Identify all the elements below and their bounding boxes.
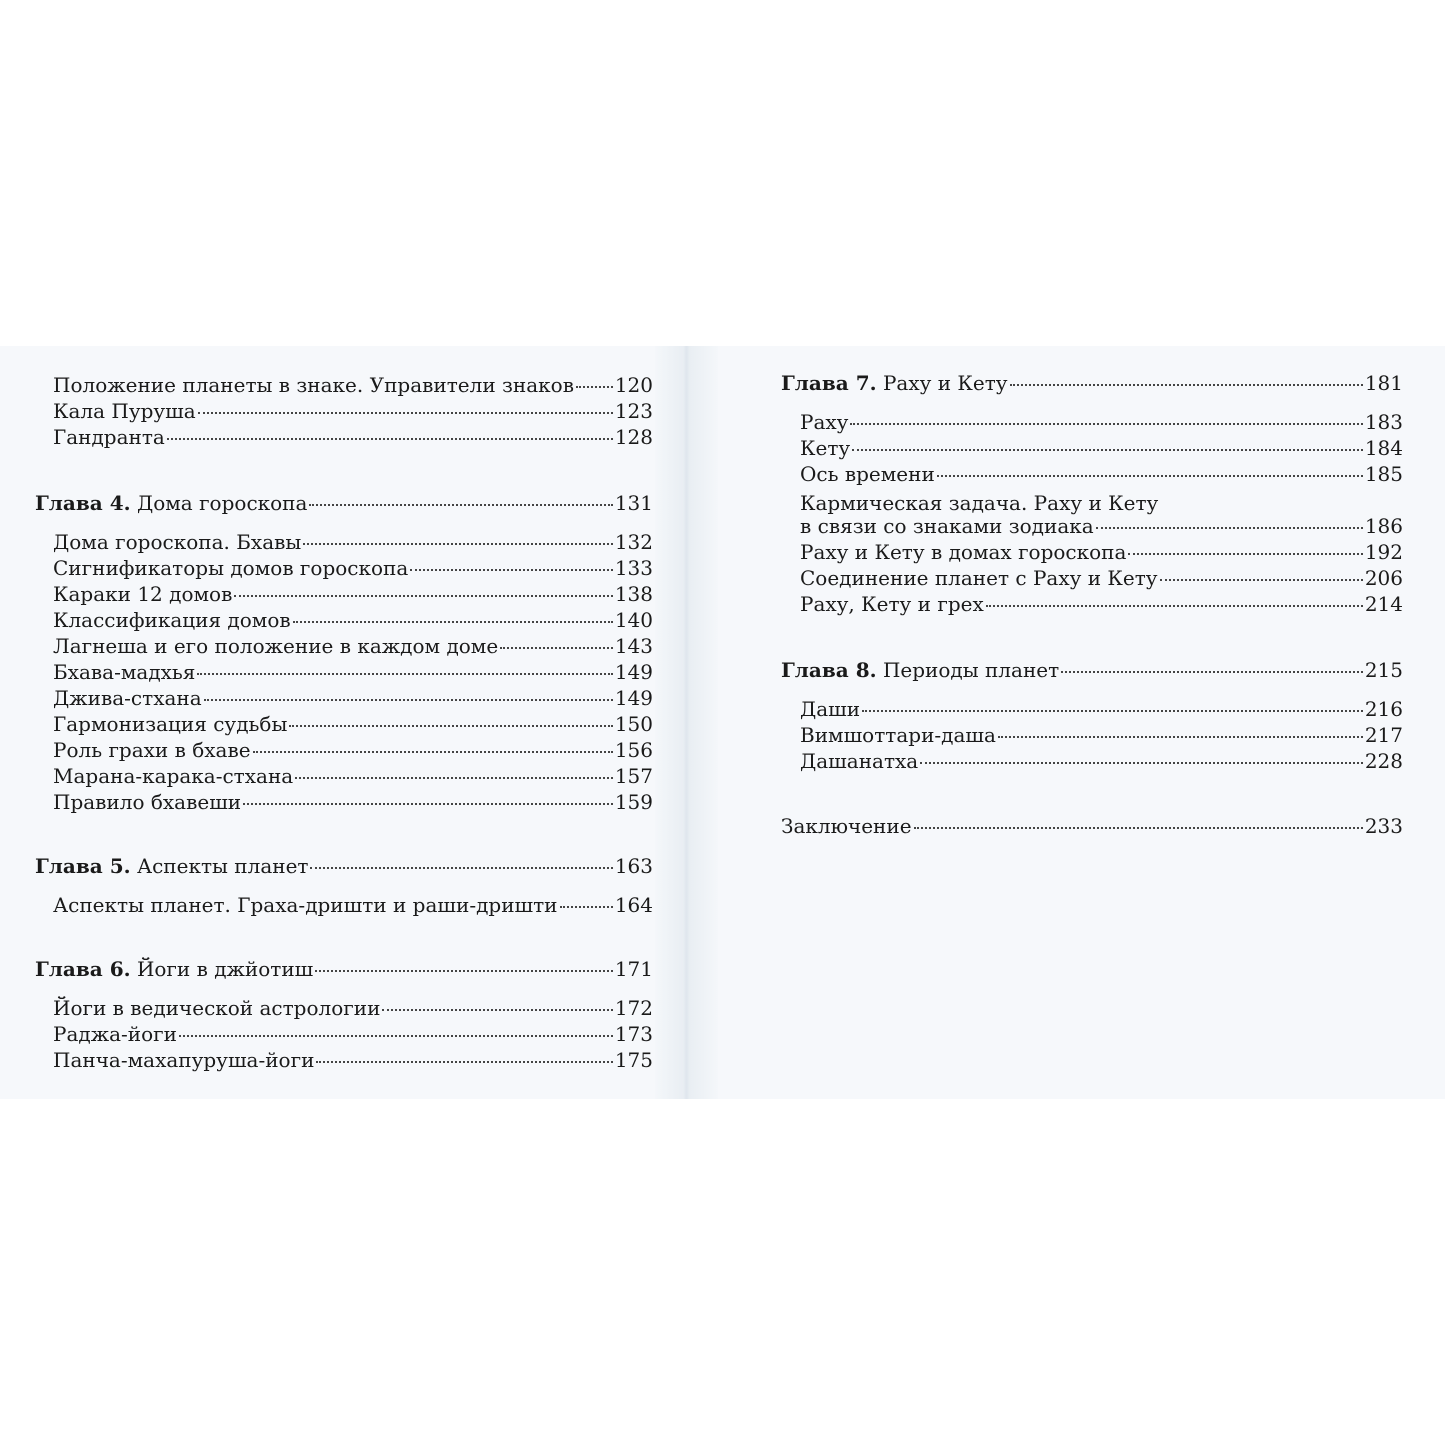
- leader-dots: [310, 867, 612, 869]
- chapter-heading: Глава 7. Раху и Кету 181: [781, 371, 1403, 395]
- toc-entry: Раджа-йоги 173: [53, 1022, 653, 1046]
- toc-entry-conclusion: Заключение 233: [781, 814, 1403, 838]
- toc-entry: Йоги в ведической астрологии 172: [53, 996, 653, 1020]
- toc-entry: Гандранта 128: [53, 425, 653, 449]
- leader-dots: [862, 710, 1363, 712]
- toc-entry: Лагнеша и его положение в каждом доме 143: [53, 634, 653, 658]
- leader-dots: [998, 736, 1363, 738]
- leader-dots: [315, 970, 613, 972]
- leader-dots: [167, 438, 613, 440]
- toc-entry: Джива-стхана 149: [53, 686, 653, 710]
- toc-entry: Правило бхавеши 159: [53, 790, 653, 814]
- leader-dots: [850, 423, 1362, 425]
- toc-entry: Бхава-мадхья 149: [53, 660, 653, 684]
- leader-dots: [234, 595, 612, 597]
- toc-entry: Дашанатха 228: [800, 749, 1403, 773]
- leader-dots: [243, 803, 613, 805]
- leader-dots: [852, 449, 1363, 451]
- leader-dots: [914, 827, 1363, 829]
- toc-entry: Гармонизация судьбы 150: [53, 712, 653, 736]
- toc-entry: Соединение планет с Раху и Кету 206: [800, 566, 1403, 590]
- toc-entry: в связи со знаками зодиака 186: [800, 514, 1403, 538]
- leader-dots: [560, 906, 613, 908]
- toc-entry: Сигнификаторы домов гороскопа 133: [53, 556, 653, 580]
- leader-dots: [303, 543, 613, 545]
- toc-entry: Кала Пуруша 123: [53, 399, 653, 423]
- leader-dots: [1160, 579, 1363, 581]
- toc-entry: Раху, Кету и грех 214: [800, 592, 1403, 616]
- toc-entry: Караки 12 домов 138: [53, 582, 653, 606]
- leader-dots: [295, 777, 613, 779]
- leader-dots: [289, 725, 612, 727]
- leader-dots: [500, 647, 613, 649]
- toc-entry: Панча-махапуруша-йоги 175: [53, 1048, 653, 1072]
- toc-entry: Роль грахи в бхаве 156: [53, 738, 653, 762]
- leader-dots: [576, 386, 613, 388]
- leader-dots: [986, 605, 1363, 607]
- toc-entry: Аспекты планет. Граха-дришти и раши-дришти 164: [53, 893, 653, 917]
- leader-dots: [198, 412, 613, 414]
- toc-entry: Ось времени 185: [800, 462, 1403, 486]
- book-gutter: [655, 346, 718, 1099]
- toc-entry: Даши 216: [800, 697, 1403, 721]
- toc-entry: Классификация домов 140: [53, 608, 653, 632]
- toc-entry-title-line: Кармическая задача. Раху и Кету: [800, 491, 1159, 515]
- leader-dots: [179, 1035, 613, 1037]
- leader-dots: [920, 762, 1363, 764]
- leader-dots: [293, 621, 613, 623]
- leader-dots: [937, 475, 1363, 477]
- leader-dots: [1061, 671, 1363, 673]
- leader-dots: [253, 751, 613, 753]
- leader-dots: [1096, 527, 1363, 529]
- leader-dots: [410, 569, 613, 571]
- leader-dots: [197, 673, 612, 675]
- toc-entry: Марана-карака-стхана 157: [53, 764, 653, 788]
- leader-dots: [204, 699, 613, 701]
- chapter-heading: Глава 4. Дома гороскопа 131: [35, 491, 653, 515]
- chapter-heading: Глава 8. Периоды планет 215: [781, 658, 1403, 682]
- leader-dots: [1010, 384, 1363, 386]
- chapter-heading: Глава 5. Аспекты планет 163: [35, 854, 653, 878]
- toc-entry: Вимшоттари-даша 217: [800, 723, 1403, 747]
- toc-entry: Раху и Кету в домах гороскопа 192: [800, 540, 1403, 564]
- toc-entry: Дома гороскопа. Бхавы 132: [53, 530, 653, 554]
- toc-entry: Положение планеты в знаке. Управители знаков 120: [53, 373, 653, 397]
- leader-dots: [316, 1061, 612, 1063]
- toc-entry: Кету 184: [800, 436, 1403, 460]
- leader-dots: [1128, 553, 1362, 555]
- toc-entry: Раху 183: [800, 410, 1403, 434]
- leader-dots: [382, 1009, 612, 1011]
- leader-dots: [309, 504, 612, 506]
- chapter-heading: Глава 6. Йоги в джйотиш 171: [35, 957, 653, 981]
